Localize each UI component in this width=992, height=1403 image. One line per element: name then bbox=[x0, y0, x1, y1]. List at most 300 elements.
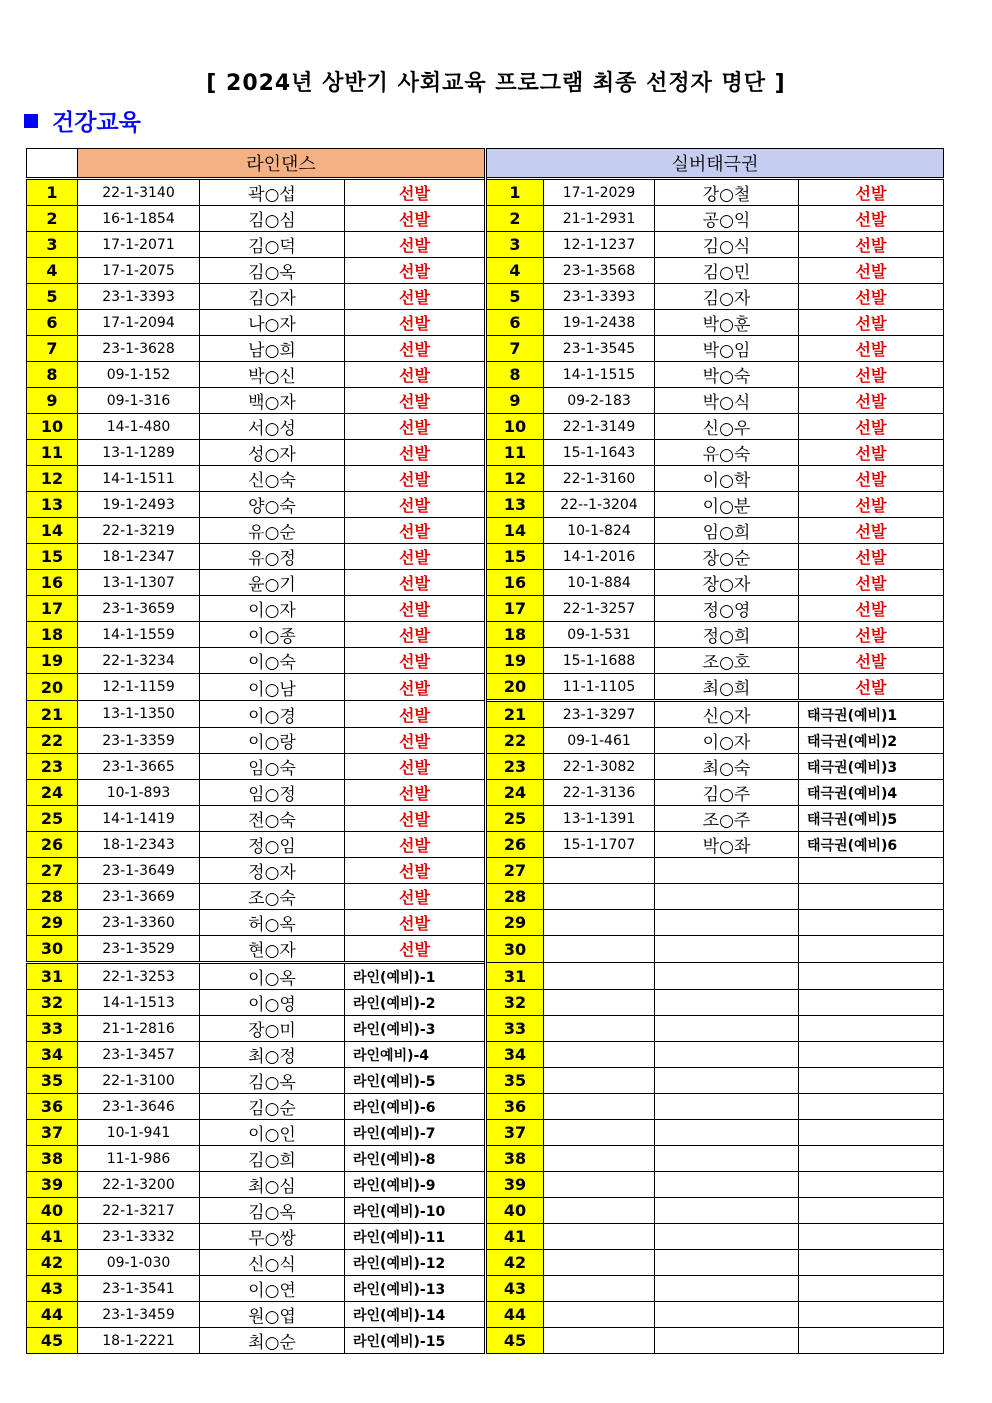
taichi-member-name bbox=[655, 1068, 799, 1094]
line-dance-registration-code: 21-1-2816 bbox=[78, 1016, 200, 1042]
taichi-registration-code bbox=[544, 1146, 655, 1172]
line-dance-member-name: 장○미 bbox=[200, 1016, 345, 1042]
line-dance-registration-code: 14-1-1511 bbox=[78, 466, 200, 492]
header-blank-cell bbox=[27, 149, 78, 179]
taichi-member-name: 임○희 bbox=[655, 518, 799, 544]
taichi-row-number: 37 bbox=[486, 1120, 544, 1146]
table-row bbox=[27, 336, 944, 362]
taichi-selection-status: 선발 bbox=[799, 258, 944, 284]
taichi-member-name: 공○익 bbox=[655, 206, 799, 232]
taichi-row-number: 30 bbox=[486, 936, 544, 963]
page-title: [ 2024년 상반기 사회교육 프로그램 최종 선정자 명단 ] bbox=[206, 71, 786, 96]
taichi-registration-code: 23-1-3568 bbox=[544, 258, 655, 284]
line-dance-selection-status: 선발 bbox=[345, 858, 486, 884]
table-row bbox=[27, 596, 944, 622]
taichi-selection-status bbox=[799, 1302, 944, 1328]
line-dance-member-name: 김○옥 bbox=[200, 1198, 345, 1224]
line-dance-member-name: 무○쌍 bbox=[200, 1224, 345, 1250]
table-row bbox=[27, 1146, 944, 1172]
taichi-registration-code bbox=[544, 963, 655, 990]
line-dance-selection-status: 선발 bbox=[345, 206, 486, 232]
taichi-row-number: 3 bbox=[486, 232, 544, 258]
taichi-selection-status: 태극권(예비)1 bbox=[799, 701, 944, 728]
taichi-selection-status: 태극권(예비)2 bbox=[799, 728, 944, 754]
table-row bbox=[27, 362, 944, 388]
line-dance-row-number: 7 bbox=[27, 336, 78, 362]
line-dance-row-number: 27 bbox=[27, 858, 78, 884]
taichi-selection-status: 태극권(예비)6 bbox=[799, 832, 944, 858]
line-dance-member-name: 현○자 bbox=[200, 936, 345, 963]
taichi-row-number: 27 bbox=[486, 858, 544, 884]
line-dance-member-name: 양○숙 bbox=[200, 492, 345, 518]
line-dance-row-number: 2 bbox=[27, 206, 78, 232]
taichi-selection-status: 선발 bbox=[799, 232, 944, 258]
taichi-member-name: 장○순 bbox=[655, 544, 799, 570]
taichi-registration-code bbox=[544, 990, 655, 1016]
line-dance-selection-status: 선발 bbox=[345, 544, 486, 570]
taichi-row-number: 14 bbox=[486, 518, 544, 544]
line-dance-selection-status: 라인(예비)-9 bbox=[345, 1172, 486, 1198]
taichi-row-number: 42 bbox=[486, 1250, 544, 1276]
table-header-row bbox=[27, 149, 944, 179]
line-dance-row-number: 38 bbox=[27, 1146, 78, 1172]
line-dance-row-number: 5 bbox=[27, 284, 78, 310]
line-dance-member-name: 원○엽 bbox=[200, 1302, 345, 1328]
line-dance-selection-status: 선발 bbox=[345, 284, 486, 310]
table-row bbox=[27, 1328, 944, 1354]
taichi-registration-code: 10-1-824 bbox=[544, 518, 655, 544]
taichi-member-name bbox=[655, 1302, 799, 1328]
taichi-row-number: 28 bbox=[486, 884, 544, 910]
line-dance-member-name: 유○정 bbox=[200, 544, 345, 570]
taichi-row-number: 44 bbox=[486, 1302, 544, 1328]
line-dance-registration-code: 17-1-2075 bbox=[78, 258, 200, 284]
taichi-selection-status: 선발 bbox=[799, 648, 944, 674]
taichi-member-name bbox=[655, 1042, 799, 1068]
taichi-registration-code bbox=[544, 1068, 655, 1094]
line-dance-selection-status: 선발 bbox=[345, 414, 486, 440]
line-dance-member-name: 이○영 bbox=[200, 990, 345, 1016]
line-dance-registration-code: 12-1-1159 bbox=[78, 674, 200, 701]
taichi-member-name: 조○주 bbox=[655, 806, 799, 832]
taichi-member-name: 강○철 bbox=[655, 179, 799, 206]
taichi-registration-code bbox=[544, 910, 655, 936]
taichi-row-number: 8 bbox=[486, 362, 544, 388]
taichi-registration-code: 09-1-531 bbox=[544, 622, 655, 648]
line-dance-registration-code: 22-1-3219 bbox=[78, 518, 200, 544]
taichi-registration-code: 22-1-3160 bbox=[544, 466, 655, 492]
taichi-selection-status: 태극권(예비)4 bbox=[799, 780, 944, 806]
taichi-registration-code bbox=[544, 1120, 655, 1146]
line-dance-member-name: 임○정 bbox=[200, 780, 345, 806]
table-row bbox=[27, 492, 944, 518]
line-dance-selection-status: 선발 bbox=[345, 884, 486, 910]
taichi-row-number: 21 bbox=[486, 701, 544, 728]
line-dance-registration-code: 09-1-030 bbox=[78, 1250, 200, 1276]
taichi-selection-status bbox=[799, 1328, 944, 1354]
line-dance-registration-code: 14-1-480 bbox=[78, 414, 200, 440]
table-row bbox=[27, 936, 944, 963]
line-dance-member-name: 정○자 bbox=[200, 858, 345, 884]
line-dance-member-name: 정○임 bbox=[200, 832, 345, 858]
line-dance-selection-status: 선발 bbox=[345, 910, 486, 936]
line-dance-row-number: 35 bbox=[27, 1068, 78, 1094]
line-dance-registration-code: 13-1-1289 bbox=[78, 440, 200, 466]
line-dance-selection-status: 선발 bbox=[345, 336, 486, 362]
square-bullet-icon bbox=[24, 114, 38, 128]
taichi-selection-status: 선발 bbox=[799, 414, 944, 440]
taichi-selection-status bbox=[799, 1172, 944, 1198]
line-dance-registration-code: 23-1-3457 bbox=[78, 1042, 200, 1068]
table-row bbox=[27, 466, 944, 492]
line-dance-row-number: 11 bbox=[27, 440, 78, 466]
line-dance-member-name: 최○심 bbox=[200, 1172, 345, 1198]
line-dance-row-number: 9 bbox=[27, 388, 78, 414]
line-dance-selection-status: 선발 bbox=[345, 570, 486, 596]
taichi-selection-status bbox=[799, 1146, 944, 1172]
taichi-member-name: 김○민 bbox=[655, 258, 799, 284]
line-dance-row-number: 24 bbox=[27, 780, 78, 806]
line-dance-registration-code: 14-1-1419 bbox=[78, 806, 200, 832]
line-dance-selection-status: 선발 bbox=[345, 780, 486, 806]
line-dance-member-name: 서○성 bbox=[200, 414, 345, 440]
taichi-member-name: 정○영 bbox=[655, 596, 799, 622]
taichi-registration-code: 22-1-3149 bbox=[544, 414, 655, 440]
line-dance-member-name: 이○남 bbox=[200, 674, 345, 701]
taichi-member-name bbox=[655, 963, 799, 990]
taichi-member-name bbox=[655, 1172, 799, 1198]
taichi-registration-code: 17-1-2029 bbox=[544, 179, 655, 206]
line-dance-member-name: 곽○섭 bbox=[200, 179, 345, 206]
taichi-row-number: 36 bbox=[486, 1094, 544, 1120]
table-row bbox=[27, 858, 944, 884]
line-dance-row-number: 39 bbox=[27, 1172, 78, 1198]
line-dance-registration-code: 09-1-316 bbox=[78, 388, 200, 414]
line-dance-selection-status: 선발 bbox=[345, 232, 486, 258]
line-dance-row-number: 20 bbox=[27, 674, 78, 701]
taichi-row-number: 38 bbox=[486, 1146, 544, 1172]
line-dance-row-number: 6 bbox=[27, 310, 78, 336]
taichi-selection-status bbox=[799, 1094, 944, 1120]
taichi-member-name: 최○희 bbox=[655, 674, 799, 701]
line-dance-selection-status: 선발 bbox=[345, 466, 486, 492]
line-dance-member-name: 최○순 bbox=[200, 1328, 345, 1354]
taichi-member-name: 김○주 bbox=[655, 780, 799, 806]
line-dance-member-name: 신○식 bbox=[200, 1250, 345, 1276]
taichi-selection-status: 선발 bbox=[799, 674, 944, 701]
line-dance-row-number: 19 bbox=[27, 648, 78, 674]
taichi-selection-status: 선발 bbox=[799, 570, 944, 596]
line-dance-registration-code: 17-1-2071 bbox=[78, 232, 200, 258]
table-row bbox=[27, 570, 944, 596]
taichi-selection-status: 선발 bbox=[799, 466, 944, 492]
line-dance-member-name: 김○덕 bbox=[200, 232, 345, 258]
line-dance-row-number: 23 bbox=[27, 754, 78, 780]
line-dance-registration-code: 23-1-3359 bbox=[78, 728, 200, 754]
line-dance-row-number: 3 bbox=[27, 232, 78, 258]
taichi-member-name bbox=[655, 1016, 799, 1042]
taichi-registration-code bbox=[544, 1250, 655, 1276]
table-row bbox=[27, 884, 944, 910]
table-row bbox=[27, 388, 944, 414]
line-dance-registration-code: 13-1-1307 bbox=[78, 570, 200, 596]
line-dance-row-number: 45 bbox=[27, 1328, 78, 1354]
taichi-row-number: 23 bbox=[486, 754, 544, 780]
taichi-member-name bbox=[655, 1328, 799, 1354]
taichi-row-number: 17 bbox=[486, 596, 544, 622]
line-dance-selection-status: 선발 bbox=[345, 518, 486, 544]
taichi-member-name: 박○식 bbox=[655, 388, 799, 414]
taichi-member-name bbox=[655, 1094, 799, 1120]
line-dance-registration-code: 23-1-3646 bbox=[78, 1094, 200, 1120]
taichi-registration-code bbox=[544, 1328, 655, 1354]
taichi-member-name bbox=[655, 910, 799, 936]
taichi-registration-code bbox=[544, 1198, 655, 1224]
taichi-row-number: 33 bbox=[486, 1016, 544, 1042]
table-row bbox=[27, 963, 944, 990]
taichi-selection-status bbox=[799, 858, 944, 884]
taichi-registration-code bbox=[544, 936, 655, 963]
taichi-member-name bbox=[655, 1250, 799, 1276]
table-row bbox=[27, 701, 944, 728]
taichi-member-name: 유○숙 bbox=[655, 440, 799, 466]
taichi-selection-status: 선발 bbox=[799, 388, 944, 414]
taichi-row-number: 16 bbox=[486, 570, 544, 596]
taichi-selection-status: 태극권(예비)5 bbox=[799, 806, 944, 832]
taichi-member-name: 장○자 bbox=[655, 570, 799, 596]
table-row bbox=[27, 232, 944, 258]
line-dance-member-name: 이○옥 bbox=[200, 963, 345, 990]
table-row bbox=[27, 1068, 944, 1094]
line-dance-registration-code: 23-1-3529 bbox=[78, 936, 200, 963]
line-dance-selection-status: 라인(예비)-13 bbox=[345, 1276, 486, 1302]
line-dance-member-name: 이○숙 bbox=[200, 648, 345, 674]
line-dance-member-name: 김○자 bbox=[200, 284, 345, 310]
line-dance-row-number: 26 bbox=[27, 832, 78, 858]
taichi-selection-status bbox=[799, 963, 944, 990]
line-dance-row-number: 15 bbox=[27, 544, 78, 570]
line-dance-member-name: 백○자 bbox=[200, 388, 345, 414]
taichi-selection-status bbox=[799, 1068, 944, 1094]
line-dance-row-number: 16 bbox=[27, 570, 78, 596]
line-dance-registration-code: 23-1-3360 bbox=[78, 910, 200, 936]
line-dance-member-name: 유○순 bbox=[200, 518, 345, 544]
taichi-selection-status: 선발 bbox=[799, 179, 944, 206]
line-dance-member-name: 남○희 bbox=[200, 336, 345, 362]
line-dance-selection-status: 선발 bbox=[345, 648, 486, 674]
table-row bbox=[27, 832, 944, 858]
taichi-registration-code: 21-1-2931 bbox=[544, 206, 655, 232]
line-dance-row-number: 28 bbox=[27, 884, 78, 910]
table-row bbox=[27, 1016, 944, 1042]
taichi-row-number: 35 bbox=[486, 1068, 544, 1094]
taichi-row-number: 34 bbox=[486, 1042, 544, 1068]
line-dance-registration-code: 22-1-3200 bbox=[78, 1172, 200, 1198]
taichi-member-name bbox=[655, 990, 799, 1016]
taichi-selection-status bbox=[799, 1120, 944, 1146]
line-dance-selection-status: 선발 bbox=[345, 440, 486, 466]
line-dance-row-number: 42 bbox=[27, 1250, 78, 1276]
line-dance-row-number: 30 bbox=[27, 936, 78, 963]
taichi-selection-status: 선발 bbox=[799, 440, 944, 466]
line-dance-selection-status: 선발 bbox=[345, 728, 486, 754]
taichi-registration-code bbox=[544, 1042, 655, 1068]
taichi-registration-code: 10-1-884 bbox=[544, 570, 655, 596]
taichi-registration-code bbox=[544, 1302, 655, 1328]
line-dance-registration-code: 22-1-3217 bbox=[78, 1198, 200, 1224]
taichi-registration-code: 09-1-461 bbox=[544, 728, 655, 754]
line-dance-member-name: 김○희 bbox=[200, 1146, 345, 1172]
taichi-selection-status bbox=[799, 936, 944, 963]
section-heading bbox=[24, 104, 141, 136]
line-dance-row-number: 22 bbox=[27, 728, 78, 754]
line-dance-row-number: 1 bbox=[27, 179, 78, 206]
table-row bbox=[27, 258, 944, 284]
line-dance-member-name: 이○경 bbox=[200, 701, 345, 728]
line-dance-selection-status: 선발 bbox=[345, 622, 486, 648]
taichi-registration-code bbox=[544, 1094, 655, 1120]
table-row bbox=[27, 1276, 944, 1302]
taichi-registration-code: 09-2-183 bbox=[544, 388, 655, 414]
line-dance-member-name: 김○심 bbox=[200, 206, 345, 232]
taichi-row-number: 10 bbox=[486, 414, 544, 440]
taichi-registration-code: 14-1-1515 bbox=[544, 362, 655, 388]
taichi-selection-status: 선발 bbox=[799, 336, 944, 362]
table-row bbox=[27, 414, 944, 440]
table-row bbox=[27, 622, 944, 648]
line-dance-member-name: 이○연 bbox=[200, 1276, 345, 1302]
table-row bbox=[27, 206, 944, 232]
line-dance-registration-code: 22-1-3253 bbox=[78, 963, 200, 990]
line-dance-selection-status: 선발 bbox=[345, 754, 486, 780]
taichi-member-name: 김○식 bbox=[655, 232, 799, 258]
taichi-row-number: 26 bbox=[486, 832, 544, 858]
taichi-row-number: 2 bbox=[486, 206, 544, 232]
line-dance-selection-status: 선발 bbox=[345, 310, 486, 336]
taichi-selection-status: 선발 bbox=[799, 544, 944, 570]
taichi-registration-code: 13-1-1391 bbox=[544, 806, 655, 832]
taichi-row-number: 32 bbox=[486, 990, 544, 1016]
line-dance-registration-code: 17-1-2094 bbox=[78, 310, 200, 336]
taichi-member-name bbox=[655, 1224, 799, 1250]
line-dance-registration-code: 10-1-893 bbox=[78, 780, 200, 806]
line-dance-row-number: 12 bbox=[27, 466, 78, 492]
line-dance-row-number: 25 bbox=[27, 806, 78, 832]
taichi-member-name: 정○희 bbox=[655, 622, 799, 648]
line-dance-selection-status: 선발 bbox=[345, 674, 486, 701]
line-dance-registration-code: 23-1-3459 bbox=[78, 1302, 200, 1328]
table-row bbox=[27, 1042, 944, 1068]
taichi-registration-code: 12-1-1237 bbox=[544, 232, 655, 258]
line-dance-registration-code: 16-1-1854 bbox=[78, 206, 200, 232]
line-dance-header: 라인댄스 bbox=[78, 149, 486, 179]
taichi-member-name: 신○우 bbox=[655, 414, 799, 440]
line-dance-row-number: 21 bbox=[27, 701, 78, 728]
line-dance-member-name: 이○랑 bbox=[200, 728, 345, 754]
line-dance-registration-code: 22-1-3234 bbox=[78, 648, 200, 674]
line-dance-member-name: 최○정 bbox=[200, 1042, 345, 1068]
line-dance-registration-code: 23-1-3669 bbox=[78, 884, 200, 910]
taichi-registration-code: 15-1-1688 bbox=[544, 648, 655, 674]
line-dance-registration-code: 23-1-3541 bbox=[78, 1276, 200, 1302]
table-row bbox=[27, 1172, 944, 1198]
line-dance-row-number: 8 bbox=[27, 362, 78, 388]
table-row bbox=[27, 754, 944, 780]
line-dance-row-number: 44 bbox=[27, 1302, 78, 1328]
line-dance-row-number: 43 bbox=[27, 1276, 78, 1302]
line-dance-registration-code: 22-1-3100 bbox=[78, 1068, 200, 1094]
taichi-selection-status bbox=[799, 1042, 944, 1068]
taichi-registration-code bbox=[544, 1276, 655, 1302]
taichi-row-number: 19 bbox=[486, 648, 544, 674]
line-dance-selection-status: 선발 bbox=[345, 936, 486, 963]
line-dance-registration-code: 10-1-941 bbox=[78, 1120, 200, 1146]
taichi-row-number: 31 bbox=[486, 963, 544, 990]
table-row bbox=[27, 310, 944, 336]
taichi-registration-code: 19-1-2438 bbox=[544, 310, 655, 336]
line-dance-selection-status: 라인(예비)-5 bbox=[345, 1068, 486, 1094]
section-label: 건강교육 bbox=[52, 109, 141, 136]
line-dance-registration-code: 18-1-2343 bbox=[78, 832, 200, 858]
table-row bbox=[27, 544, 944, 570]
taichi-row-number: 5 bbox=[486, 284, 544, 310]
line-dance-member-name: 성○자 bbox=[200, 440, 345, 466]
taichi-registration-code: 22-1-3082 bbox=[544, 754, 655, 780]
line-dance-row-number: 18 bbox=[27, 622, 78, 648]
taichi-selection-status bbox=[799, 884, 944, 910]
taichi-selection-status: 선발 bbox=[799, 362, 944, 388]
line-dance-member-name: 윤○기 bbox=[200, 570, 345, 596]
taichi-selection-status: 태극권(예비)3 bbox=[799, 754, 944, 780]
taichi-member-name: 박○훈 bbox=[655, 310, 799, 336]
line-dance-registration-code: 11-1-986 bbox=[78, 1146, 200, 1172]
taichi-registration-code bbox=[544, 884, 655, 910]
taichi-row-number: 1 bbox=[486, 179, 544, 206]
table-row bbox=[27, 990, 944, 1016]
line-dance-selection-status: 라인(예비)-6 bbox=[345, 1094, 486, 1120]
taichi-member-name bbox=[655, 936, 799, 963]
taichi-selection-status: 선발 bbox=[799, 518, 944, 544]
table-row bbox=[27, 1198, 944, 1224]
line-dance-selection-status: 선발 bbox=[345, 832, 486, 858]
taichi-selection-status: 선발 bbox=[799, 284, 944, 310]
taichi-row-number: 24 bbox=[486, 780, 544, 806]
taichi-row-number: 11 bbox=[486, 440, 544, 466]
taichi-member-name: 이○분 bbox=[655, 492, 799, 518]
taichi-member-name: 최○숙 bbox=[655, 754, 799, 780]
taichi-row-number: 13 bbox=[486, 492, 544, 518]
taichi-selection-status: 선발 bbox=[799, 622, 944, 648]
line-dance-row-number: 41 bbox=[27, 1224, 78, 1250]
line-dance-row-number: 14 bbox=[27, 518, 78, 544]
table-row bbox=[27, 1094, 944, 1120]
line-dance-row-number: 32 bbox=[27, 990, 78, 1016]
taichi-member-name: 김○자 bbox=[655, 284, 799, 310]
line-dance-selection-status: 라인(예비)-10 bbox=[345, 1198, 486, 1224]
taichi-row-number: 43 bbox=[486, 1276, 544, 1302]
line-dance-registration-code: 14-1-1513 bbox=[78, 990, 200, 1016]
taichi-registration-code bbox=[544, 1016, 655, 1042]
table-row bbox=[27, 1302, 944, 1328]
taichi-selection-status bbox=[799, 1250, 944, 1276]
taichi-selection-status bbox=[799, 990, 944, 1016]
taichi-row-number: 9 bbox=[486, 388, 544, 414]
taichi-row-number: 41 bbox=[486, 1224, 544, 1250]
taichi-member-name bbox=[655, 1276, 799, 1302]
taichi-registration-code: 23-1-3545 bbox=[544, 336, 655, 362]
taichi-selection-status: 선발 bbox=[799, 310, 944, 336]
table-row bbox=[27, 728, 944, 754]
